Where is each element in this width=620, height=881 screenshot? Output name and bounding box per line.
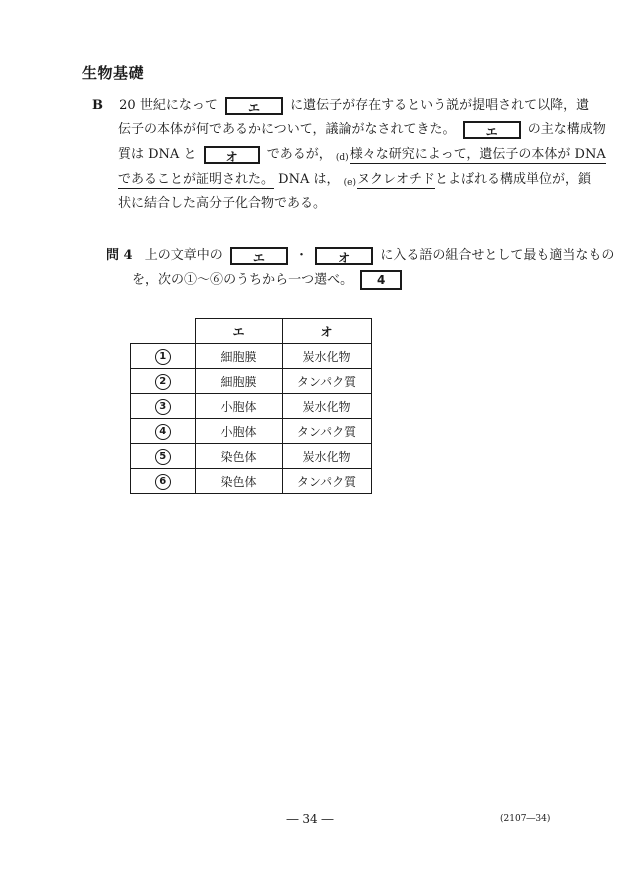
passage-text: DNA は， xyxy=(278,172,340,187)
cell-e: 細胞膜 xyxy=(195,369,282,394)
page-number: ― 34 ― xyxy=(286,812,334,826)
section-title: 生物基礎 xyxy=(82,64,145,82)
choice-number xyxy=(131,344,196,369)
answer-number-box: 4 xyxy=(360,270,402,290)
cell-o: 炭水化物 xyxy=(282,344,371,369)
table-row xyxy=(131,419,372,444)
blank-box-o: オ xyxy=(315,247,373,265)
choice-number xyxy=(131,419,196,444)
table-row xyxy=(131,469,372,494)
cell-o: タンパク質 xyxy=(282,419,371,444)
circled-number: 1 xyxy=(155,349,171,365)
cell-o: タンパク質 xyxy=(282,369,371,394)
passage-text: 質は DNA と xyxy=(118,147,197,162)
question-text: のうちから一つ選べ。 xyxy=(223,272,354,288)
underline-marker-e: (e) xyxy=(343,178,356,188)
column-header-e: エ xyxy=(195,319,282,344)
passage-text: に遺伝子が存在するという説が提唱されて以降，遺 xyxy=(290,98,590,113)
table-header-row xyxy=(131,319,372,344)
passage-text: であるが， xyxy=(266,147,332,162)
question-text: に入る語の組合せとして最も適当なもの xyxy=(380,248,615,263)
choice-number xyxy=(131,444,196,469)
circled-number: 4 xyxy=(155,424,171,440)
choices-table xyxy=(130,318,372,494)
blank-box-e: エ xyxy=(463,121,521,139)
question-text: ～ xyxy=(197,272,211,288)
passage-text: とよばれる構成単位が，鎖 xyxy=(435,172,592,187)
underlined-text-d-cont: であることが証明された。 xyxy=(118,172,275,187)
underlined-text-d: 様々な研究によって，遺伝子の本体が DNA xyxy=(349,147,606,162)
choice-number xyxy=(131,394,196,419)
cell-o: タンパク質 xyxy=(282,469,371,494)
circled-number: 5 xyxy=(155,449,171,465)
table-corner xyxy=(131,319,196,344)
table-row xyxy=(131,344,372,369)
cell-e: 小胞体 xyxy=(195,419,282,444)
question-line-2 xyxy=(132,270,405,291)
passage-line-4 xyxy=(118,170,591,193)
underlined-text-e: ヌクレオチド xyxy=(356,172,435,187)
question-text: を，次の xyxy=(132,272,185,288)
blank-box-o: オ xyxy=(204,146,260,164)
cell-e: 染色体 xyxy=(195,469,282,494)
passage-line-1 xyxy=(92,96,589,116)
circled-number: 6 xyxy=(155,474,171,490)
table-row xyxy=(131,394,372,419)
cell-o: 炭水化物 xyxy=(282,394,371,419)
choice-ref-6: ⑥ xyxy=(210,272,224,288)
column-header-o: オ xyxy=(282,319,371,344)
question-text: 上の文章中の xyxy=(144,248,223,263)
cell-e: 小胞体 xyxy=(195,394,282,419)
cell-e: 細胞膜 xyxy=(195,344,282,369)
choice-number xyxy=(131,469,196,494)
question-label: 問 4 xyxy=(106,248,133,263)
table-row xyxy=(131,444,372,469)
question-line-1 xyxy=(106,246,614,266)
choice-number xyxy=(131,369,196,394)
passage-line-3 xyxy=(118,145,606,168)
exam-code: (2107―34) xyxy=(500,814,551,824)
cell-e: 染色体 xyxy=(195,444,282,469)
passage-label: B xyxy=(92,98,103,113)
underline-marker-d: (d) xyxy=(335,153,349,163)
blank-box-e: エ xyxy=(225,97,283,115)
table-row xyxy=(131,369,372,394)
choice-ref-1: ① xyxy=(184,272,198,288)
blank-box-e: エ xyxy=(230,247,288,265)
circled-number: 2 xyxy=(155,374,171,390)
passage-text: 伝子の本体が何であるかについて，議論がなされてきた。 xyxy=(118,122,456,137)
passage-line-5: 状に結合した高分子化合物である。 xyxy=(118,196,327,211)
passage-line-2 xyxy=(118,120,606,140)
question-text: ・ xyxy=(295,248,309,263)
passage-text: の主な構成物 xyxy=(527,122,606,137)
cell-o: 炭水化物 xyxy=(282,444,371,469)
circled-number: 3 xyxy=(155,399,171,415)
passage-text: 20 世紀になって xyxy=(119,98,218,113)
